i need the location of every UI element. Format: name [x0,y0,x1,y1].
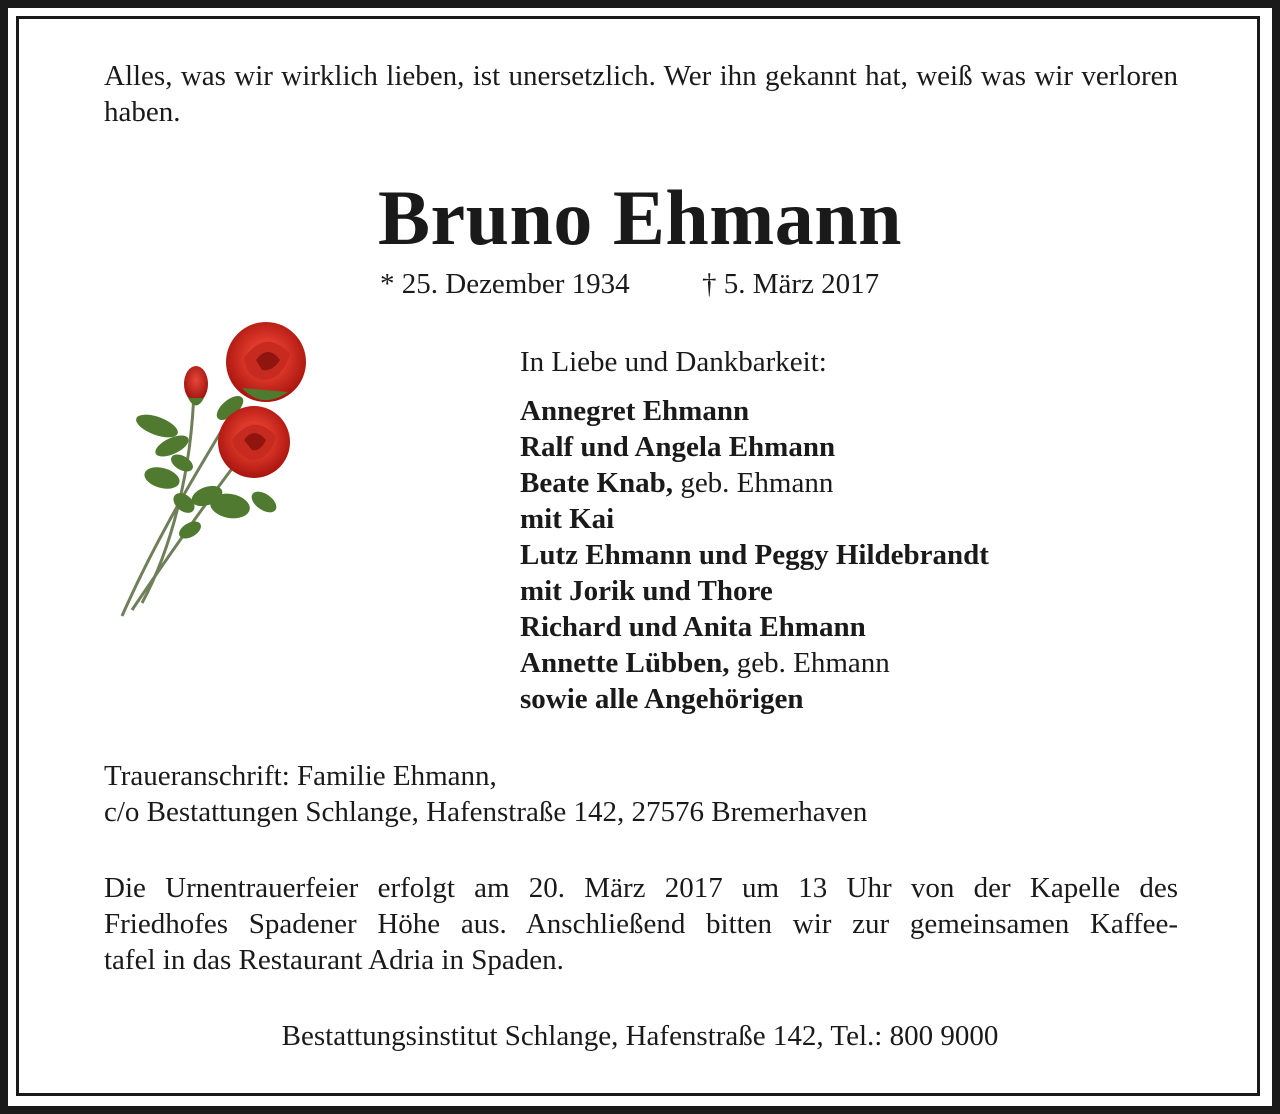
address-line: Traueranschrift: Familie Ehmann, [104,760,497,792]
ceremony-line: Friedhofes Spadener Höhe aus. Anschließend bitten wir zur gemeinsamen Kaffee- [104,908,1178,940]
funeral-home-footer: Bestattungsinstitut Schlange, Hafenstraße 142, Tel.: 800 9000 [281,1020,999,1052]
death-date: † 5. März 2017 [702,268,880,300]
address-line: c/o Bestattungen Schlange, Hafenstraße 142, 27576 Bremerhaven [104,796,868,828]
red-roses-image [112,318,332,623]
family-member: Richard und Anita Ehmann [520,611,866,643]
rose-bud [184,366,208,406]
family-member: Beate Knab, geb. Ehmann [520,467,834,499]
memorial-quote: Alles, was wir wirklich lieben, ist unersetzlich. Wer ihn gekannt hat, weiß was wir verloren haben. [104,60,1178,128]
thanks-heading: In Liebe und Dankbarkeit: [520,346,827,378]
family-member: mit Jorik und Thore [520,575,773,607]
birth-date: * 25. Dezember 1934 [380,268,630,300]
ceremony-line: tafel in das Restaurant Adria in Spaden. [104,944,564,976]
family-member: Annegret Ehmann [520,395,750,427]
lower-rose [218,406,290,478]
family-member: Annette Lübben, geb. Ehmann [520,647,890,679]
family-member: Ralf und Angela Ehmann [520,431,836,463]
deceased-name: Bruno Ehmann [377,174,903,261]
ceremony-line: Die Urnentrauerfeier erfolgt am 20. März 2017 um 13 Uhr von der Kapelle des [104,872,1178,904]
family-list [520,393,1160,717]
upper-rose [226,322,306,402]
family-member: sowie alle Angehörigen [520,683,804,715]
ceremony-info [104,870,1178,978]
family-member: mit Kai [520,503,615,535]
family-member: Lutz Ehmann und Peggy Hildebrandt [520,539,989,571]
mourning-address [104,758,1178,830]
